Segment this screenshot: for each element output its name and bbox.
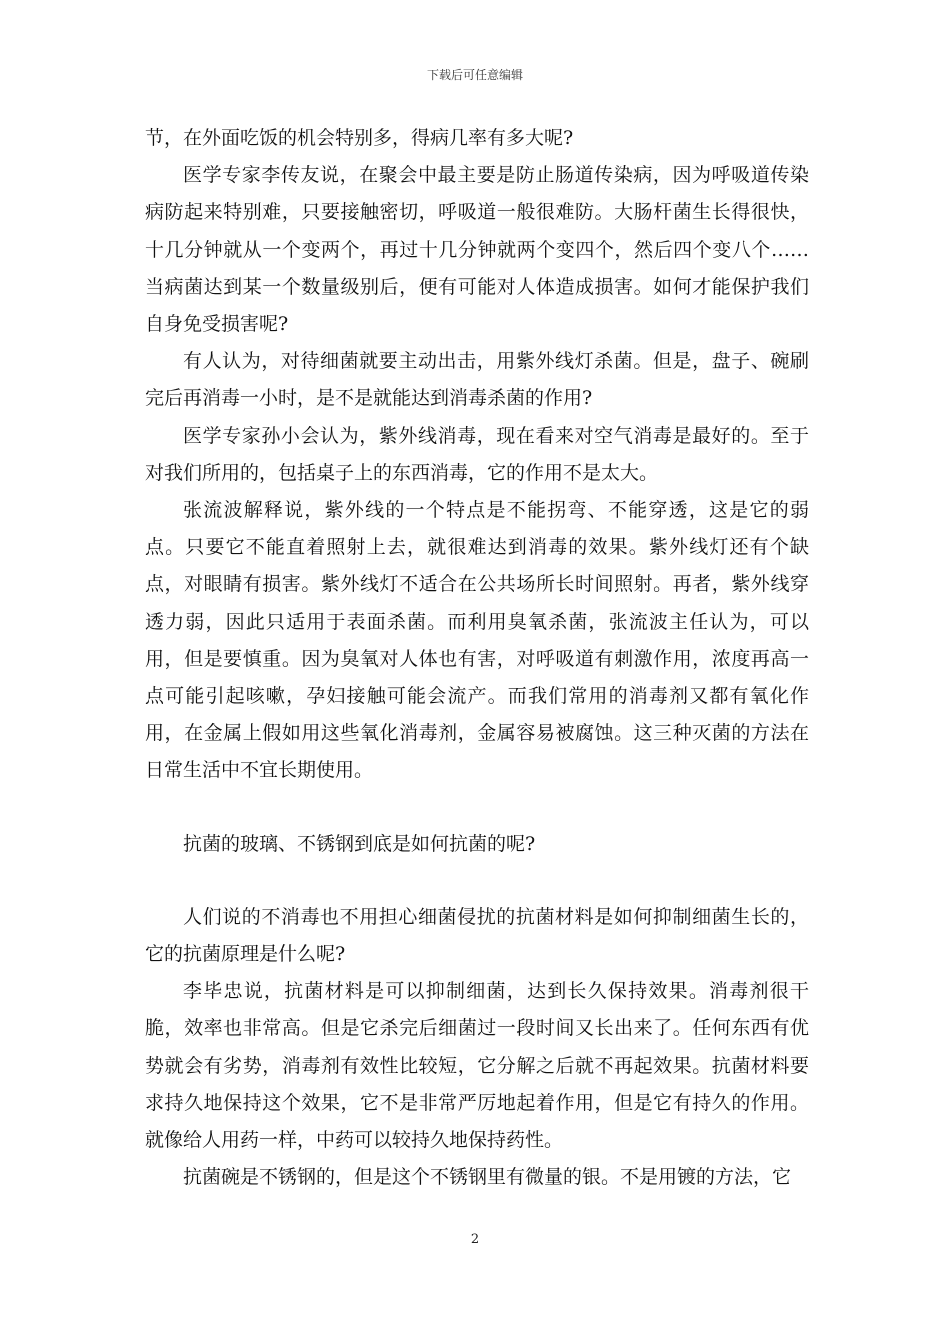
paragraph-expert-sun: 医学专家孙小会认为，紫外线消毒，现在看来对空气消毒是最好的。至于对我们所用的，包括桌子上的东西消毒，它的作用不是太大。 (145, 424, 809, 484)
section-heading: 抗菌的玻璃、不锈钢到底是如何抗菌的呢? (183, 832, 536, 855)
paragraph-antibacterial-bowl: 抗菌碗是不锈钢的，但是这个不锈钢里有微量的银。不是用镀的方法，它 (183, 1166, 792, 1189)
page-number: 2 (470, 1232, 480, 1247)
paragraph-expert-li: 医学专家李传友说，在聚会中最主要是防止肠道传染病，因为呼吸道传染病防起来特别难，只要接触密切，呼吸道一般很难防。大肠杆菌生长得很快，十几分钟就从一个变两个，再过十几分钟就两个变四个，然后四个变八个……当病菌达到某一个数量级别后，便有可能对人体造成损害。如何才能保护我们自身免受损害呢? (145, 164, 809, 336)
paragraph-uv-question: 有人认为，对待细菌就要主动出击，用紫外线灯杀菌。但是，盘子、碗刷完后再消毒一小时，是不是就能达到消毒杀菌的作用? (145, 350, 809, 410)
paragraph-zhang-explains: 张流波解释说，紫外线的一个特点是不能拐弯、不能穿透，这是它的弱点。只要它不能直着照射上去，就很难达到消毒的效果。紫外线灯还有个缺点，对眼睛有损害。紫外线灯不适合在公共场所长时间照射。再者，紫外线穿透力弱，因此只适用于表面杀菌。而利用臭氧杀菌，张流波主任认为，可以用，但是要慎重。因为臭氧对人体也有害，对呼吸道有刺激作用，浓度再高一点可能引起咳嗽，孕妇接触可能会流产。而我们常用的消毒剂又都有氧化作用，在金属上假如用这些氧化消毒剂，金属容易被腐蚀。这三种灭菌的方法在日常生活中不宜长期使用。 (145, 499, 809, 782)
paragraph-continuation: 节，在外面吃饭的机会特别多，得病几率有多大呢? (145, 127, 574, 149)
paragraph-li-bizhong: 李毕忠说，抗菌材料是可以抑制细菌，达到长久保持效果。消毒剂很干脆，效率也非常高。但是它杀完后细菌过一段时间又长出来了。任何东西有优势就会有劣势，消毒剂有效性比较短，它分解之后就不再起效果。抗菌材料要求持久地保持这个效果，它不是非常严厉地起着作用，但是它有持久的作用。就像给人用药一样，中药可以较持久地保持药性。 (145, 980, 809, 1152)
paragraph-antibacterial-question: 人们说的不消毒也不用担心细菌侵扰的抗菌材料是如何抑制细菌生长的，它的抗菌原理是什么呢? (145, 905, 809, 966)
document-body (145, 120, 809, 1196)
page-header: 下载后可任意编辑 (426, 68, 523, 82)
